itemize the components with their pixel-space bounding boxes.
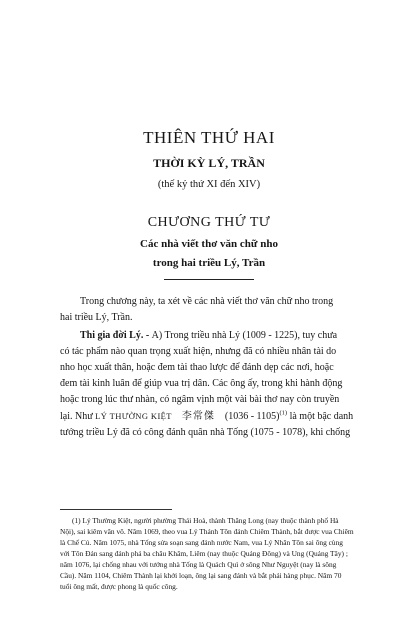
paragraph-text: là một bậc danh	[287, 411, 354, 422]
chapter-subtitle-line-2: trong hai triều Lý, Trần	[152, 257, 266, 269]
han-characters: 李常傑	[181, 411, 215, 422]
chapter-title: CHƯƠNG THỨ TƯ	[147, 215, 271, 230]
footnote-line: (1) Lý Thường Kiệt, người phường Thái Hoà, thành Thăng Long (nay thuộc thành phố Hà	[72, 516, 339, 525]
footnote-line: Nội), sai kiêm văn võ. Năm 1069, theo vua Lý Thánh Tôn đánh Chiêm Thành, bắt được vua Chiêm	[60, 527, 354, 536]
paragraph-ly-poets	[60, 328, 386, 441]
footnote-line: với Tôn Đản sang đánh phá ba châu Khâm, Liêm (nay thuộc Quảng Đông) và Ung (Quảng Tây) ;	[60, 549, 348, 558]
person-name: LÝ THƯỜNG KIỆT	[95, 411, 172, 421]
paragraph-line: đem tài kinh luân để giúp vua trị dân. Các ông ấy, trong khi hành động	[60, 378, 343, 389]
footnote-rule	[60, 509, 172, 510]
footnote-line: tuổi ông mất, được phong là quốc công.	[60, 582, 178, 591]
paragraph-line: hai triều Lý, Trần.	[60, 312, 133, 323]
section-lead: Thi gia đời Lý. -	[80, 330, 152, 341]
part-title: THIÊN THỨ HAI	[143, 128, 275, 147]
footnote	[60, 515, 386, 592]
paragraph-line: nho học xuất thân, hoặc đem tài thao lược để đánh dẹp các nơi, hoặc	[60, 362, 334, 373]
chapter-divider	[164, 279, 254, 280]
paragraph-line: Trong chương này, ta xét về các nhà viết thơ văn chữ nho trong	[80, 296, 334, 307]
era-subtitle: (thế kỷ thứ XI đến XIV)	[157, 179, 261, 190]
paragraph-line: tướng triều Lý đã có công đánh quân nhà Tống (1075 - 1078), khi chống	[60, 427, 351, 438]
footnote-ref[interactable]: (1)	[279, 409, 288, 417]
paragraph-text: lại. Như	[60, 411, 96, 422]
paragraph-line: có tác phẩm nào quan trọng xuất hiện, nhưng đã có nhiều nhân tài do	[60, 346, 337, 357]
paragraph-intro	[60, 294, 386, 326]
paragraph-line	[60, 408, 386, 425]
footnote-line: Cầu). Năm 1104, Chiêm Thành lại khởi loạn, ông lại sang đánh và bắt phải hàng phục. Năm 70	[60, 571, 342, 580]
footnote-line: là Chế Củ. Năm 1075, nhà Tống sửa soạn sang đánh nước Nam, vua Lý Nhân Tôn sai ông cùng	[60, 538, 343, 547]
paragraph-line: hoặc trong lúc thư nhàn, có ngâm vịnh một vài bài thơ nay còn truyền	[60, 394, 340, 405]
chapter-subtitle-line-1: Các nhà viết thơ văn chữ nho	[140, 238, 278, 250]
paragraph-text: A) Trong triều nhà Lý (1009 - 1225), tuy chưa	[151, 330, 338, 341]
footnote-line: năm 1076, lại chống nhau với tướng nhà Tống là Quách Quì ở sông Như Nguyệt (nay là sông	[60, 560, 337, 569]
date-range: (1036 - 1105)	[224, 411, 280, 422]
paragraph-line	[60, 328, 386, 344]
era-title: THỜI KỲ LÝ, TRẦN	[153, 156, 265, 170]
